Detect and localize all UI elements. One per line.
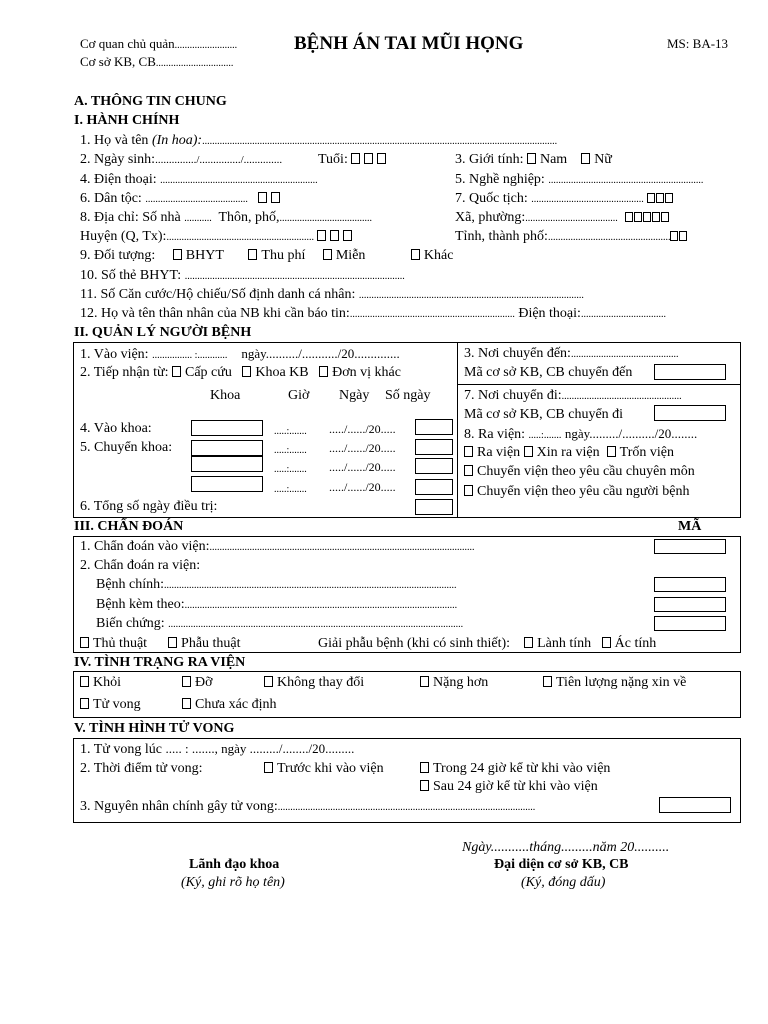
phone-row: 4. Điện thoại: ............................................................... — [80, 172, 318, 187]
discharge-type-row: Ra viện Xin ra viện Trốn viện — [464, 445, 674, 461]
recovered-checkbox[interactable] — [80, 676, 89, 687]
total-days-box[interactable] — [415, 499, 453, 515]
unchanged-option: Không thay đổi — [264, 675, 364, 691]
improved-option: Đỡ — [182, 675, 213, 691]
nationality-box-icon[interactable] — [647, 193, 655, 203]
request-out-checkbox[interactable] — [524, 446, 533, 457]
main-disease-code-box[interactable] — [654, 577, 726, 592]
ward-box-icon[interactable] — [661, 212, 669, 222]
transfer-expert-checkbox[interactable] — [464, 465, 473, 476]
worse-option: Nặng hơn — [420, 675, 488, 691]
death-cause-code-box[interactable] — [659, 797, 731, 813]
after24-option: Sau 24 giờ kể từ khi vào viện — [420, 779, 598, 795]
emergency-checkbox[interactable] — [172, 366, 181, 377]
admin-heading: I. HÀNH CHÍNH — [74, 113, 180, 128]
discharge-diag-label: 2. Chẩn đoán ra viện: — [80, 558, 201, 573]
total-days-label: 6. Tổng số ngày điều trị: — [80, 499, 218, 514]
transfer-patient-row: Chuyển viện theo yêu cầu người bệnh — [464, 484, 690, 500]
undetermined-checkbox[interactable] — [182, 698, 191, 709]
reception-row: 2. Tiếp nhận từ: Cấp cứu Khoa KB Đơn vị khác — [80, 365, 401, 380]
to-code-label: Mã cơ sở KB, CB chuyển đi — [464, 407, 624, 422]
age-box-icon[interactable] — [364, 153, 373, 164]
object-row: 9. Đối tượng: BHYT Thu phí Miễn Khác — [80, 248, 454, 263]
form-title: BỆNH ÁN TAI MŨI HỌNG — [294, 33, 524, 54]
col-dept: Khoa — [210, 388, 241, 403]
enter-dept-label: 4. Vào khoa: — [80, 421, 152, 436]
before-option: Trước khi vào viện — [264, 761, 384, 777]
org-label: Cơ quan chủ quản......................... — [80, 36, 238, 51]
other-unit-checkbox[interactable] — [319, 366, 328, 377]
ward-box-icon[interactable] — [643, 212, 651, 222]
dead-checkbox[interactable] — [80, 698, 89, 709]
kb-checkbox[interactable] — [242, 366, 251, 377]
dept-box[interactable] — [191, 440, 263, 456]
main-disease-row: Bệnh chính:..................................................................................................................... — [96, 577, 457, 592]
ward-row: Xã, phường:..................................... — [455, 210, 673, 227]
worse-checkbox[interactable] — [420, 676, 429, 687]
ethnic-box-icon[interactable] — [271, 192, 280, 203]
district-box-icon[interactable] — [330, 230, 339, 241]
time-dots: .....:....... — [274, 464, 307, 475]
admit-row: 1. Vào viện: ................ :............ ngày........../.........../20.............. — [80, 346, 400, 362]
out-checkbox[interactable] — [464, 446, 473, 457]
form-code: MS: BA-13 — [667, 36, 729, 51]
complication-row: Biến chứng: ...................................................................................................................... — [96, 616, 464, 631]
male-checkbox[interactable] — [527, 153, 536, 164]
ward-box-icon[interactable] — [652, 212, 660, 222]
procedure-checkbox[interactable] — [80, 637, 89, 648]
district-box-icon[interactable] — [317, 230, 326, 241]
col-days: Số ngày — [385, 388, 431, 403]
nationality-box-icon[interactable] — [665, 193, 673, 203]
from-code-label: Mã cơ sở KB, CB chuyển đến — [464, 365, 633, 380]
age-box-icon[interactable] — [377, 153, 386, 164]
ward-box-icon[interactable] — [625, 212, 633, 222]
other-checkbox[interactable] — [411, 249, 420, 260]
age-row: Tuổi: — [318, 152, 390, 168]
diagnosis-heading: III. CHẨN ĐOÁN — [74, 519, 184, 534]
right-sign-title: Đại diện cơ sở KB, CB — [494, 857, 629, 872]
admit-diag-row: 1. Chẩn đoán vào viện:.......................................................................................................... — [80, 539, 475, 554]
complication-code-box[interactable] — [654, 616, 726, 631]
transfer-expert-row: Chuyển viện theo yêu cầu chuyên môn — [464, 464, 695, 480]
death-moment-label: 2. Thời điểm tử vong: — [80, 761, 203, 776]
name-row: 1. Họ và tên (In hoa):.............................................................................................................................................. — [80, 133, 558, 148]
date-dots: ...../....../20..... — [329, 441, 396, 455]
time-dots: .....:....... — [274, 484, 307, 495]
ethnic-box-icon[interactable] — [258, 192, 267, 203]
province-box-icon[interactable] — [679, 231, 687, 241]
comorbid-row: Bệnh kèm theo:............................................................................................................. — [96, 597, 458, 612]
dead-option: Tử vong — [80, 697, 141, 713]
province-row: Tỉnh, thành phố:................................................. — [455, 229, 691, 246]
days-box[interactable] — [415, 419, 453, 435]
unchanged-checkbox[interactable] — [264, 676, 273, 687]
recovered-option: Khỏi — [80, 675, 121, 691]
code-heading: MÃ — [678, 519, 702, 534]
discharge-row: 8. Ra viện: .....:....... ngày........./........../20........ — [464, 426, 698, 442]
management-heading: II. QUẢN LÝ NGƯỜI BỆNH — [74, 325, 252, 340]
management-divider — [457, 342, 458, 518]
transfer-dept-label: 5. Chuyển khoa: — [80, 440, 173, 455]
ethnic-row: 6. Dân tộc: ......................................... — [80, 191, 284, 208]
transfer-patient-checkbox[interactable] — [464, 485, 473, 496]
from-row: 3. Nơi chuyển đến:........................................... — [464, 346, 679, 361]
dob-row: 2. Ngày sinh:.............../.............../.............. — [80, 152, 283, 167]
comorbid-code-box[interactable] — [654, 597, 726, 612]
district-row: Huyện (Q, Tx):........................................................... — [80, 229, 356, 246]
col-day: Ngày — [339, 388, 370, 403]
surgery-checkbox[interactable] — [168, 637, 177, 648]
days-box[interactable] — [415, 479, 453, 495]
sign-date: Ngày...........tháng.........năm 20.......... — [462, 840, 670, 855]
escape-checkbox[interactable] — [607, 446, 616, 457]
female-checkbox[interactable] — [581, 153, 590, 164]
dept-box[interactable] — [191, 456, 263, 472]
dept-box[interactable] — [191, 420, 263, 436]
time-dots: .....:....... — [274, 426, 307, 437]
to-row: 7. Nơi chuyển đi:................................................ — [464, 388, 682, 403]
id-row: 11. Số Căn cước/Hộ chiếu/Số định danh cá nhân: .......................................................................................... — [80, 287, 584, 302]
from-code-box[interactable] — [654, 364, 726, 380]
gender-row: 3. Giới tính: Nam Nữ — [455, 152, 612, 167]
date-dots: ...../....../20..... — [329, 480, 396, 494]
nationality-row: 7. Quốc tịch: ............................................. — [455, 191, 677, 208]
dept-box[interactable] — [191, 476, 263, 492]
facility-label: Cơ sở KB, CB............................... — [80, 54, 234, 69]
admit-diag-code-box[interactable] — [654, 539, 726, 554]
days-box[interactable] — [415, 439, 453, 455]
before-checkbox[interactable] — [264, 762, 273, 773]
ward-box-icon[interactable] — [634, 212, 642, 222]
management-right-divider — [457, 384, 741, 385]
after24-checkbox[interactable] — [420, 780, 429, 791]
job-row: 5. Nghề nghiệp: .............................................................. — [455, 172, 704, 187]
right-sign-hint: (Ký, đóng dấu) — [521, 875, 606, 890]
improved-checkbox[interactable] — [182, 676, 191, 687]
days-box[interactable] — [415, 458, 453, 474]
section-a-heading: A. THÔNG TIN CHUNG — [74, 94, 227, 109]
left-sign-hint: (Ký, ghi rõ họ tên) — [181, 875, 285, 890]
col-hour: Giờ — [288, 388, 310, 403]
procedure-row: Thủ thuật Phẫu thuật — [80, 636, 241, 652]
pathology-row: Giải phẫu bệnh (khi có sinh thiết): Lành tính Ác tính — [318, 636, 657, 651]
date-dots: ...../....../20..... — [329, 422, 396, 436]
card-row: 10. Số thẻ BHYT: ........................................................................................ — [80, 268, 405, 283]
date-dots: ...../....../20..... — [329, 460, 396, 474]
grave-option: Tiên lượng nặng xin về — [543, 675, 686, 691]
bhyt-checkbox[interactable] — [173, 249, 182, 260]
within24-checkbox[interactable] — [420, 762, 429, 773]
time-dots: .....:....... — [274, 445, 307, 456]
to-code-box[interactable] — [654, 405, 726, 421]
age-box-icon[interactable] — [351, 153, 360, 164]
province-box-icon[interactable] — [670, 231, 678, 241]
free-checkbox[interactable] — [323, 249, 332, 260]
district-box-icon[interactable] — [343, 230, 352, 241]
relative-row: 12. Họ và tên thân nhân của NB khi cần báo tin:.................................................................. Điện thoại:.................................. — [80, 306, 666, 321]
left-sign-title: Lãnh đạo khoa — [189, 857, 280, 872]
grave-checkbox[interactable] — [543, 676, 552, 687]
undetermined-option: Chưa xác định — [182, 697, 276, 713]
within24-option: Trong 24 giờ kể từ khi vào viện — [420, 761, 610, 777]
nationality-box-icon[interactable] — [656, 193, 664, 203]
address-row: 8. Địa chỉ: Số nhà ........... Thôn, phố,..................................... — [80, 210, 373, 225]
death-heading: V. TÌNH HÌNH TỬ VONG — [74, 721, 235, 736]
death-cause-row: 3. Nguyên nhân chính gây tử vong:....................................................................................................... — [80, 799, 536, 814]
death-time-row: 1. Tử vong lúc ..... : ......., ngày ........./......../20......... — [80, 741, 355, 757]
outcome-heading: IV. TÌNH TRẠNG RA VIỆN — [74, 655, 246, 670]
benign-checkbox[interactable] — [524, 637, 533, 648]
fee-checkbox[interactable] — [248, 249, 257, 260]
malignant-checkbox[interactable] — [602, 637, 611, 648]
